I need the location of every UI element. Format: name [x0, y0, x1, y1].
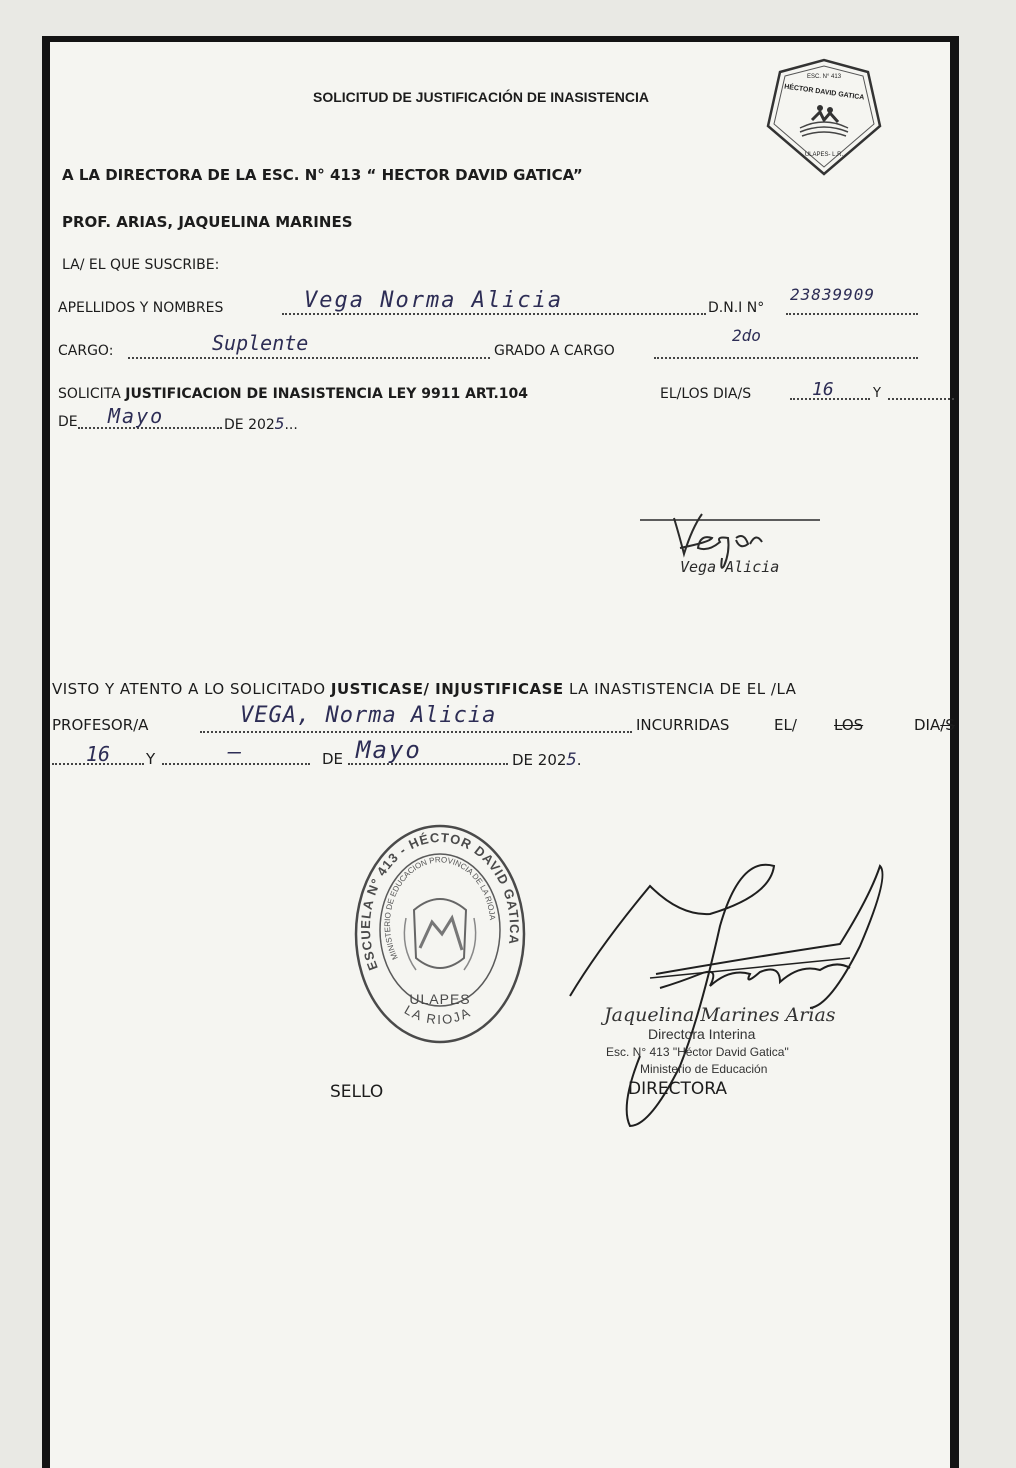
res-day-handwritten: 16 — [86, 742, 111, 766]
year-digit-handwritten: 5 — [274, 414, 285, 433]
names-dotted-line — [282, 313, 706, 315]
director-role: Directora Interina — [648, 1026, 756, 1042]
sello-label: SELLO — [330, 1082, 384, 1102]
seal-school-name: HÉCTOR DAVID GATICA — [783, 83, 865, 102]
director-stamp-signature-name: Jaquelina Marines Arias — [604, 1004, 836, 1026]
scan-border-left — [42, 36, 50, 1468]
grado-label: GRADO A CARGO — [494, 343, 615, 359]
document-page — [50, 42, 950, 1468]
visto-prefix: VISTO Y ATENTO A LO SOLICITADO — [52, 680, 326, 698]
names-label: APELLIDOS Y NOMBRES — [58, 300, 224, 316]
seal-city: ULAPES- L.R. — [804, 152, 844, 158]
year-line: DE 2025... — [224, 414, 298, 433]
names-handwritten: Vega Norma Alicia — [304, 288, 564, 313]
profesor-label: PROFESOR/A — [52, 716, 149, 734]
director-name: PROF. ARIAS, JAQUELINA MARINES — [62, 213, 353, 231]
solicita-prefix: SOLICITA — [58, 386, 121, 402]
dia-plural-struck: /S — [940, 716, 955, 734]
director-signature — [560, 856, 900, 1136]
cargo-label: CARGO: — [58, 343, 114, 359]
school-round-seal — [352, 818, 528, 1050]
grado-handwritten: 2do — [732, 326, 761, 345]
visto-suffix: LA INASTISTENCIA DE EL /LA — [568, 680, 797, 698]
solicita-line — [58, 386, 528, 402]
scan-border-right — [950, 36, 959, 1468]
visto-line — [52, 680, 796, 698]
school-seal-hexagon — [760, 56, 888, 180]
res-year-line: DE 2025. — [512, 750, 582, 770]
dias-label: EL/LOS DIA/S — [660, 386, 752, 402]
coat-of-arms-icon — [404, 899, 475, 970]
seal-outer-text: ESCUELA N° 413 - HÉCTOR DAVID GATICA — [357, 829, 523, 973]
res-y-label: Y — [146, 750, 156, 768]
addressee-line: A LA DIRECTORA DE LA ESC. N° 413 “ HECTOR DAVID GATICA” — [62, 166, 583, 184]
incurridas-label: INCURRIDAS — [636, 716, 730, 734]
dia-label: DIA — [914, 716, 941, 734]
visto-options: JUSTICASE/ INJUSTIFICASE — [330, 680, 564, 698]
res-de-label: DE — [322, 750, 344, 768]
dia-line — [914, 716, 955, 734]
el-label: EL/ — [774, 716, 797, 734]
los-label-struck: LOS — [834, 716, 864, 734]
applicant-signature-name: Vega Alicia — [680, 558, 780, 576]
day-handwritten: 16 — [812, 379, 834, 400]
y-dotted-line — [888, 398, 954, 400]
seal-children-icon — [800, 105, 848, 136]
res-year-label: DE 202 — [512, 751, 567, 769]
solicita-law: JUSTIFICACION DE INASISTENCIA LEY 9911 ART.104 — [125, 386, 529, 402]
res-dash-handwritten: – — [228, 740, 242, 765]
de-label: DE — [58, 414, 78, 430]
month-handwritten: Mayo — [108, 404, 165, 428]
director-ministry: Ministerio de Educación — [640, 1062, 768, 1076]
res-month-handwritten: Mayo — [356, 736, 422, 764]
profesor-dotted-line — [200, 731, 632, 733]
dni-label: D.N.I N° — [708, 300, 765, 316]
seal-province-text: LA RIOJA — [401, 1002, 474, 1028]
dni-dotted-line — [786, 313, 918, 315]
svg-text:MINISTERIO DE EDUCACION PROVIN — [383, 855, 497, 961]
directora-label: DIRECTORA — [628, 1079, 728, 1099]
subscriber-label: LA/ EL QUE SUSCRIBE: — [62, 257, 220, 273]
year-label: DE 202 — [224, 417, 275, 433]
dni-handwritten: 23839909 — [790, 285, 876, 304]
res-year-digit-handwritten: 5 — [566, 750, 577, 770]
applicant-signature — [640, 508, 830, 588]
seal-inner-text: MINISTERIO DE EDUCACION PROVINCIA DE LA RIOJA — [382, 855, 497, 962]
form-title: SOLICITUD DE JUSTIFICACIÓN DE INASISTENCIA — [313, 89, 650, 105]
y-label: Y — [873, 386, 881, 401]
grado-dotted-line — [654, 357, 918, 359]
cargo-dotted-line — [128, 357, 490, 359]
cargo-handwritten: Suplente — [212, 331, 309, 355]
profesor-name-handwritten: VEGA, Norma Alicia — [240, 703, 497, 728]
seal-esc-number: ESC. N° 413 — [806, 74, 842, 80]
seal-city-text: ULAPES — [409, 991, 471, 1007]
director-school: Esc. N° 413 "Héctor David Gatica" — [606, 1045, 789, 1059]
